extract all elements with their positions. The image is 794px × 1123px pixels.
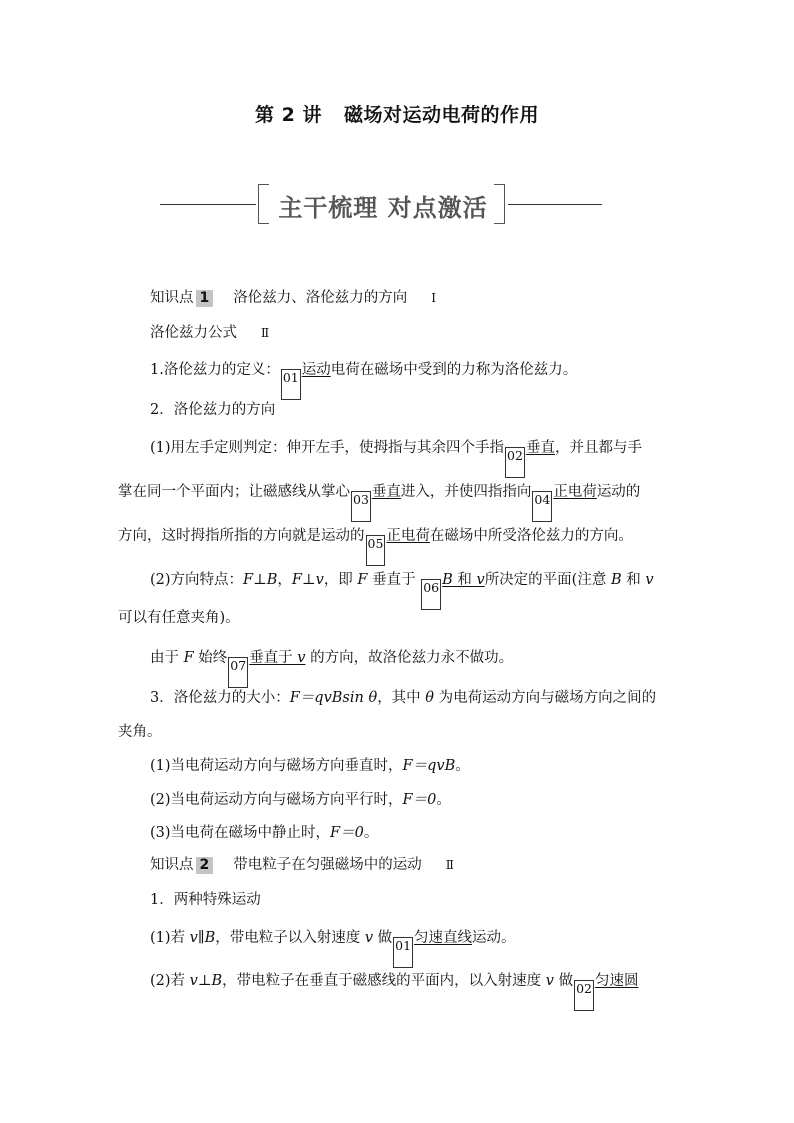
- blank-number-box: 04: [532, 491, 552, 522]
- blank-number-box: 07: [228, 657, 248, 688]
- blank-number-box: 06: [421, 579, 441, 610]
- formula: F＝0: [402, 792, 437, 808]
- blank-number-box: 01: [393, 937, 413, 968]
- lecture-topic: 磁场对运动电荷的作用: [343, 104, 539, 126]
- paragraph-line: 可以有任意夹角)。: [118, 610, 240, 626]
- fill-blank-answer: 正电荷: [386, 528, 430, 544]
- knowledge-point-badge: 2: [196, 857, 214, 874]
- blank-number-box: 03: [351, 491, 371, 522]
- paragraph-line: 1．两种特殊运动: [150, 892, 261, 908]
- paragraph-line: 掌在同一个平面内；让磁感线从掌心 03 垂直进入，并使四指指向 04 正电荷运动的: [118, 482, 640, 522]
- paragraph-line: 1.洛伦兹力的定义： 01 运动电荷在磁场中受到的力称为洛伦兹力。: [150, 360, 577, 400]
- level-mark: Ⅱ: [261, 326, 270, 340]
- fill-blank-answer: 正电荷: [553, 484, 597, 500]
- lecture-number: 第 2 讲: [255, 104, 322, 126]
- paragraph-line: 夹角。: [118, 724, 162, 740]
- fill-blank-answer: 垂直: [371, 484, 401, 500]
- fill-blank-answer: 匀速直线: [414, 930, 473, 946]
- page-title: [0, 100, 794, 127]
- formula: F＝qvB: [402, 758, 456, 774]
- fill-blank-answer: 匀速圆: [594, 973, 639, 989]
- fill-blank-answer: 垂直于 v: [249, 650, 306, 666]
- blank-number-box: 02: [574, 980, 594, 1011]
- paragraph-line: (2)当电荷运动方向与磁场方向平行时，F＝0。: [150, 792, 451, 808]
- paragraph-line: 3．洛伦兹力的大小：F＝qvBsin θ，其中 θ 为电荷运动方向与磁场方向之间的: [150, 690, 657, 706]
- fill-blank-answer: 运动: [301, 362, 331, 378]
- paragraph-line: 2．洛伦兹力的方向: [150, 402, 276, 418]
- paragraph-line: 由于 F 始终 07 垂直于 v 的方向，故洛伦兹力永不做功。: [150, 648, 513, 688]
- formula: F＝qvBsin θ: [289, 690, 378, 706]
- knowledge-point-1-heading: 知识点 1 洛伦兹力、洛伦兹力的方向 Ⅰ: [150, 290, 436, 306]
- level-mark: Ⅰ: [431, 291, 436, 305]
- section-banner: [160, 182, 602, 226]
- knowledge-point-2-heading: 知识点 2 带电粒子在匀强磁场中的运动 Ⅱ: [150, 857, 454, 873]
- paragraph-line: (1)用左手定则判定：伸开左手，使拇指与其余四个手指 02 垂直，并且都与手: [150, 438, 642, 478]
- paragraph-line: (1)若 v∥B，带电粒子以入射速度 v 做 01 匀速直线运动。: [150, 928, 516, 968]
- banner-right-rule: [508, 204, 602, 205]
- paragraph-line: (2)若 v⊥B，带电粒子在垂直于磁感线的平面内，以入射速度 v 做 02 匀速圆: [150, 971, 638, 1011]
- blank-number-box: 01: [281, 369, 301, 400]
- blank-number-box: 02: [505, 447, 525, 478]
- knowledge-point-1-subheading: 洛伦兹力公式 Ⅱ: [150, 325, 270, 341]
- paragraph-line: (2)方向特点：F⊥B，F⊥v，即 F 垂直于 06 B 和 v所决定的平面(注意 B 和 v: [150, 570, 654, 610]
- banner-left-bracket: [258, 184, 269, 224]
- banner-right-bracket: [494, 184, 505, 224]
- paragraph-line: (1)当电荷运动方向与磁场方向垂直时，F＝qvB。: [150, 758, 470, 774]
- banner-text: 主干梳理 对点激活: [278, 193, 488, 222]
- fill-blank-answer: 垂直: [525, 440, 555, 456]
- fill-blank-answer: B 和 v: [442, 572, 485, 588]
- formula: F＝0: [330, 825, 364, 841]
- banner-left-rule: [160, 204, 256, 205]
- knowledge-point-badge: 1: [196, 290, 214, 307]
- paragraph-line: (3)当电荷在磁场中静止时，F＝0。: [150, 825, 379, 841]
- paragraph-line: 方向，这时拇指所指的方向就是运动的 05 正电荷在磁场中所受洛伦兹力的方向。: [118, 526, 633, 566]
- blank-number-box: 05: [366, 535, 386, 566]
- level-mark: Ⅱ: [445, 858, 454, 872]
